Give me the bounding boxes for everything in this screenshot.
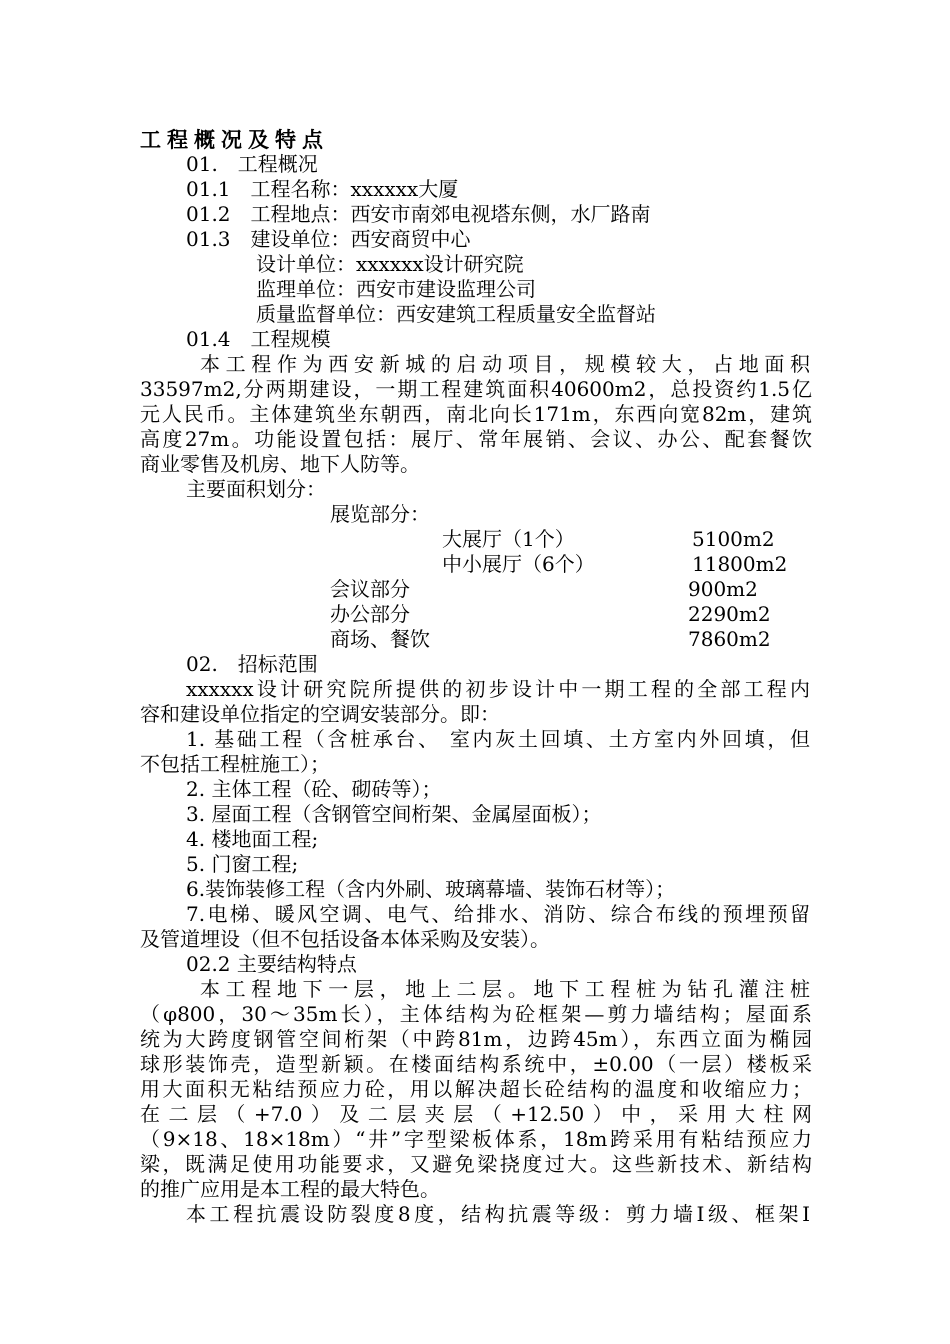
list-item: 6.装饰装修工程（含内外刷、玻璃幕墙、装饰石材等）； <box>186 877 676 901</box>
area-item-value: 5100m2 <box>692 527 775 551</box>
area-item-value: 900m2 <box>688 577 758 601</box>
paragraph-line: 梁，既满足使用功能要求，又避免梁挠度过大。这些新技术、新结构 <box>140 1152 812 1176</box>
paragraph-line: 本工程抗震设防裂度8度，结构抗震等级：剪力墙Ⅰ级、框架Ⅰ <box>186 1202 810 1226</box>
section-heading: 01.4 工程规模 <box>186 327 331 351</box>
list-item: 及管道埋设（但不包括设备本体采购及安装）。 <box>140 927 550 951</box>
area-item-label: 会议部分 <box>330 577 410 601</box>
paragraph-line: （9×18、18×18m）“井”字型梁板体系，18m跨采用有粘结预应力 <box>140 1127 812 1151</box>
section-heading: 01. 工程概况 <box>186 152 318 176</box>
list-item: 3. 屋面工程（含钢管空间桁架、金属屋面板）； <box>186 802 602 826</box>
paragraph-line: 高度27m。功能设置包括：展厅、常年展销、会议、办公、配套餐饮 <box>140 427 812 451</box>
area-item-label: 中小展厅（6个） <box>442 552 595 576</box>
area-item-value: 11800m2 <box>692 552 788 576</box>
list-item: 1. 基础工程（含桩承台、 室内灰土回填、土方室内外回填，但 <box>186 727 810 751</box>
text-line: 01.2 工程地点：西安市南郊电视塔东侧，水厂路南 <box>186 202 651 226</box>
paragraph-line: 商业零售及机房、地下人防等。 <box>140 452 420 476</box>
section-heading: 02. 招标范围 <box>186 652 318 676</box>
paragraph-line: 的推广应用是本工程的最大特色。 <box>140 1177 440 1201</box>
paragraph-line: 元人民币。主体建筑坐东朝西，南北向长171m，东西向宽82m，建筑 <box>140 402 812 426</box>
list-item: 5. 门窗工程; <box>186 852 299 876</box>
text-line: 01.3 建设单位：西安商贸中心 <box>186 227 471 251</box>
section-heading: 02.2 主要结构特点 <box>186 952 357 976</box>
list-item: 2. 主体工程（砼、砌砖等）； <box>186 777 442 801</box>
text-line: 主要面积划分： <box>186 477 326 501</box>
paragraph-line: （φ800，30～35m长），主体结构为砼框架—剪力墙结构；屋面系 <box>140 1002 812 1026</box>
paragraph-line: 本工程作为西安新城的启动项目，规模较大，占地面积 <box>200 352 810 376</box>
paragraph-line: 统为大跨度钢管空间桁架（中跨81m，边跨45m），东西立面为椭园 <box>140 1027 812 1051</box>
area-item-value: 2290m2 <box>688 602 771 626</box>
list-item: 7.电梯、暖风空调、电气、给排水、消防、综合布线的预埋预留 <box>186 902 810 926</box>
area-item-label: 商场、餐饮 <box>330 627 430 651</box>
paragraph-line: 33597m2,分两期建设，一期工程建筑面积40600m2，总投资约1.5亿 <box>140 377 812 401</box>
list-item: 4. 楼地面工程; <box>186 827 319 851</box>
paragraph-line: xxxxxx设计研究院所提供的初步设计中一期工程的全部工程内 <box>186 677 810 701</box>
paragraph-line: 球形装饰壳，造型新颖。在楼面结构系统中，±0.00（一层）楼板采 <box>140 1052 812 1076</box>
text-line: 监理单位：西安市建设监理公司 <box>256 277 536 301</box>
page-title: 工程概况及特点 <box>140 128 329 152</box>
paragraph-line: 在二层（+7.0）及二层夹层（+12.50）中，采用大柱网 <box>140 1102 812 1126</box>
text-line: 01.1 工程名称：xxxxxx大厦 <box>186 177 459 201</box>
paragraph-line: 容和建设单位指定的空调安装部分。即： <box>140 702 500 726</box>
paragraph-line: 用大面积无粘结预应力砼，用以解决超长砼结构的温度和收缩应力； <box>140 1077 812 1101</box>
text-line: 质量监督单位：西安建筑工程质量安全监督站 <box>256 302 656 326</box>
area-item-label: 大展厅（1个） <box>442 527 575 551</box>
list-item: 不包括工程桩施工）； <box>140 752 330 776</box>
area-category: 展览部分： <box>330 502 430 526</box>
paragraph-line: 本工程地下一层，地上二层。地下工程桩为钻孔灌注桩 <box>200 977 810 1001</box>
area-item-label: 办公部分 <box>330 602 410 626</box>
text-line: 设计单位：xxxxxx设计研究院 <box>256 252 524 276</box>
area-item-value: 7860m2 <box>688 627 771 651</box>
